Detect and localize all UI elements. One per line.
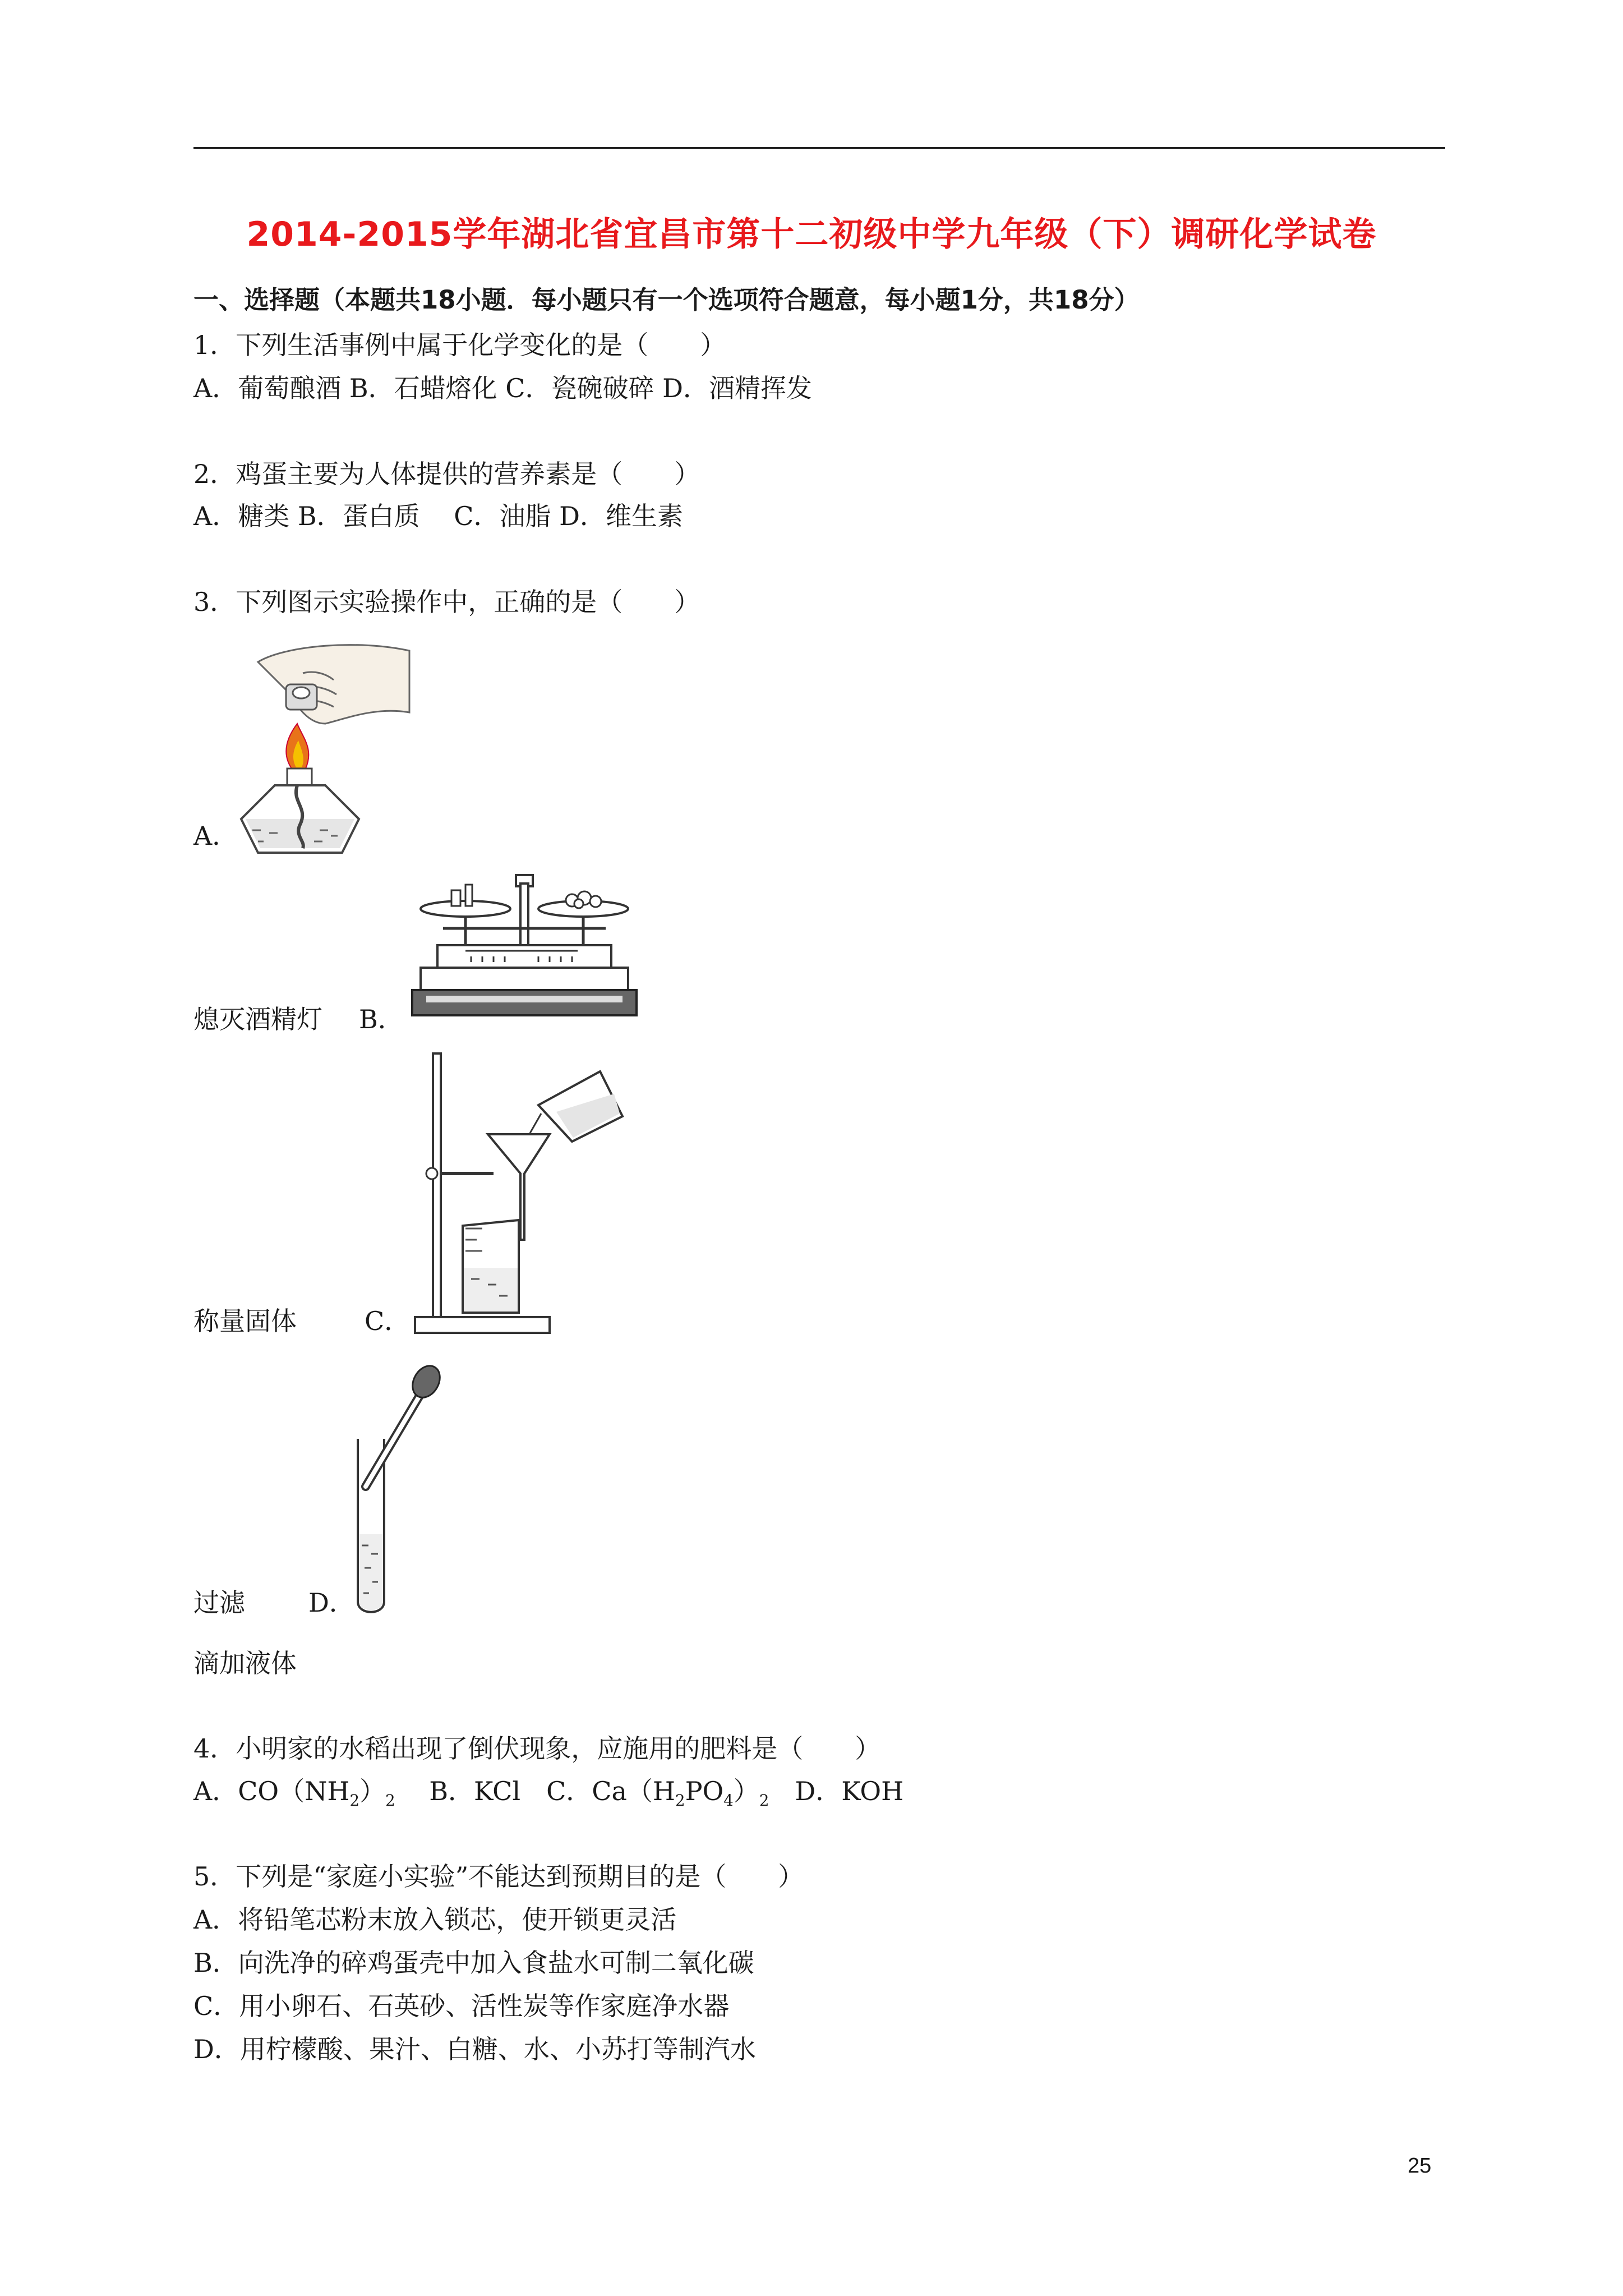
q4-options: A．$CO(NH_2)_2$ B．KCl C．$Ca(H_2PO_4)_2$ D．KOH (193, 1776, 904, 1810)
q3-caption-c: 过滤 (193, 1588, 245, 1618)
q4-stem: 4．小明家的水稻出现了倒伏现象，应施用的肥料是（ ） (193, 1733, 881, 1764)
q3-label-a: A． (193, 821, 238, 851)
q3-label-b: B． (359, 1004, 404, 1034)
q5-option-d: D．用柠檬酸、果汁、白糖、水、小苏打等制汽水 (193, 2034, 756, 2064)
alcohol-lamp-figure (236, 639, 415, 864)
q1-options: A．葡萄酿酒 B．石蜡熔化 C．瓷碗破碎 D．酒精挥发 (193, 373, 812, 403)
q5-option-a: A．将铅笔芯粉末放入锁芯，使开锁更灵活 (193, 1904, 677, 1935)
q3-caption-d: 滴加液体 (193, 1648, 297, 1678)
q3-caption-a: 熄灭酒精灯 (193, 1004, 322, 1034)
q2-options: A．糖类 B．蛋白质 C．油脂 D．维生素 (193, 501, 683, 531)
section-header: 一、选择题（本题共18小题．每小题只有一个选项符合题意，每小题1分，共18分） (193, 285, 1140, 315)
q5-option-b: B．向洗净的碎鸡蛋壳中加入食盐水可制二氧化碳 (193, 1948, 754, 1978)
page-number: 25 (1408, 2154, 1432, 2178)
balance-figure (409, 872, 639, 1029)
q2-stem: 2．鸡蛋主要为人体提供的营养素是（ ） (193, 459, 700, 489)
dropper-figure (336, 1360, 449, 1624)
exam-title: 2014-2015学年湖北省宜昌市第十二初级中学九年级（下）调研化学试卷 (246, 215, 1377, 254)
q3-stem: 3．下列图示实验操作中，正确的是（ ） (193, 587, 700, 617)
filtration-figure (409, 1049, 634, 1341)
q5-option-c: C．用小卵石、石英砂、活性炭等作家庭净水器 (193, 1991, 730, 2021)
q5-stem: 5．下列是“家庭小实验”不能达到预期目的是（ ） (193, 1861, 804, 1892)
q3-label-c: C． (365, 1306, 411, 1336)
header-rule (193, 147, 1445, 149)
q1-stem: 1．下列生活事例中属于化学变化的是（ ） (193, 330, 726, 360)
q3-label-d: D． (308, 1588, 355, 1618)
q3-caption-b: 称量固体 (193, 1306, 297, 1336)
